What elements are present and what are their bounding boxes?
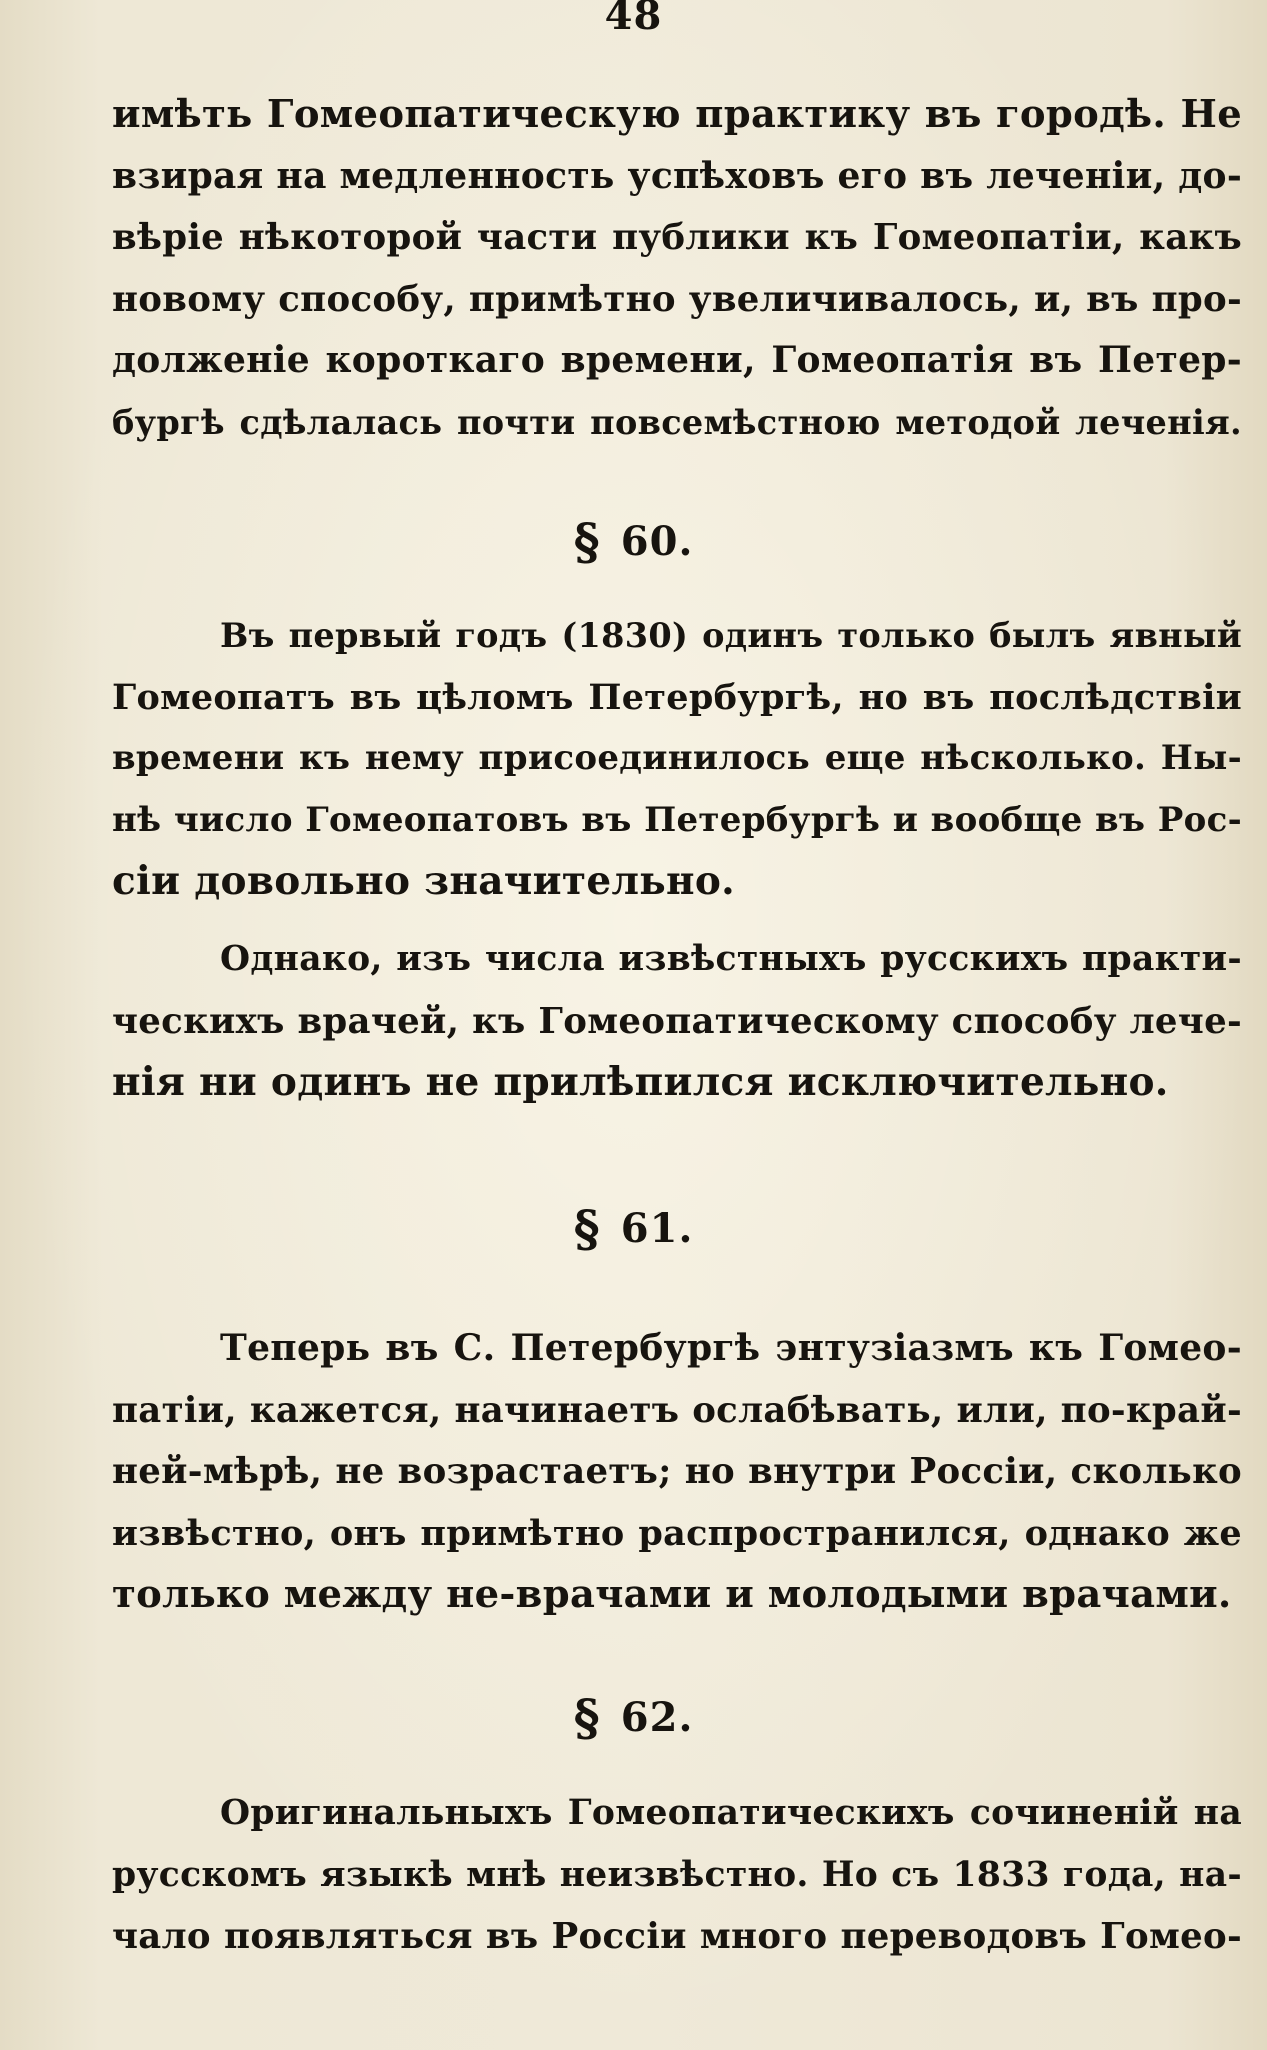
- text-line: Теперь въ С. Петербургѣ энтузіазмъ къ Гомео-: [220, 1327, 1242, 1369]
- text-line: извѣстно, онъ примѣтно распространился, однако же: [112, 1512, 1242, 1554]
- section-heading-60: [0, 508, 1267, 571]
- text-line: Гомеопатъ въ цѣломъ Петербургѣ, но въ послѣдствіи: [112, 676, 1242, 718]
- section-heading-62: [0, 1684, 1267, 1747]
- text-line: времени къ нему присоединилось еще нѣсколько. Ны-: [112, 738, 1242, 778]
- text-line: имѣть Гомеопатическую практику въ городѣ. Не: [112, 92, 1242, 137]
- section-sign: §: [573, 1199, 601, 1258]
- text-line: бургѣ сдѣлалась почти повсемѣстною методой леченія.: [112, 402, 1242, 442]
- text-line: Въ первый годъ (1830) одинъ только былъ явный: [220, 616, 1242, 655]
- paragraph-section-60: [112, 605, 1242, 913]
- paragraph-section-62: [112, 1783, 1242, 1968]
- text-line: взирая на медленность успѣховъ его въ леченіи, до-: [112, 154, 1243, 197]
- text-line: ческихъ врачей, къ Гомеопатическому способу лече-: [112, 1000, 1242, 1042]
- text-line: чало появляться въ Россіи много переводовъ Гомео-: [112, 1916, 1242, 1957]
- section-number: 60.: [620, 518, 694, 565]
- text-line: ней-мѣрѣ, не возрастаетъ; но внутри Россіи, сколько: [112, 1451, 1242, 1492]
- section-sign: §: [573, 1688, 601, 1747]
- text-line: вѣріе нѣкоторой части публики къ Гомеопатіи, какъ: [112, 217, 1242, 258]
- paragraph-continued: [112, 84, 1242, 453]
- section-sign: §: [573, 512, 601, 571]
- paragraph-section-60-b: [112, 929, 1242, 1114]
- text-line: долженіе короткаго времени, Гомеопатія въ Петер-: [112, 339, 1242, 381]
- text-line: нія ни одинъ не прилѣпился исключительно.: [112, 1059, 1169, 1105]
- text-line: Оригинальныхъ Гомеопатическихъ сочиненій на: [220, 1793, 1242, 1833]
- text-line: русскомъ языкѣ мнѣ неизвѣстно. Но съ 1833 года, на-: [112, 1854, 1242, 1895]
- text-line: сіи довольно значительно.: [112, 858, 736, 904]
- section-number: 62.: [620, 1694, 694, 1741]
- page-number: 48: [604, 0, 663, 39]
- text-line: только между не-врачами и молодыми врачами.: [112, 1572, 1232, 1617]
- section-heading-61: [0, 1195, 1267, 1258]
- section-number: 61.: [620, 1205, 694, 1252]
- text-line: патіи, кажется, начинаетъ ослабѣвать, или, по-край-: [112, 1389, 1242, 1431]
- paragraph-section-61: [112, 1318, 1242, 1626]
- text-line: новому способу, примѣтно увеличивалось, и, въ про-: [112, 278, 1242, 320]
- text-line: Однако, изъ числа извѣстныхъ русскихъ практи-: [220, 939, 1242, 979]
- text-line: нѣ число Гомеопатовъ въ Петербургѣ и вообще въ Рос-: [112, 799, 1242, 840]
